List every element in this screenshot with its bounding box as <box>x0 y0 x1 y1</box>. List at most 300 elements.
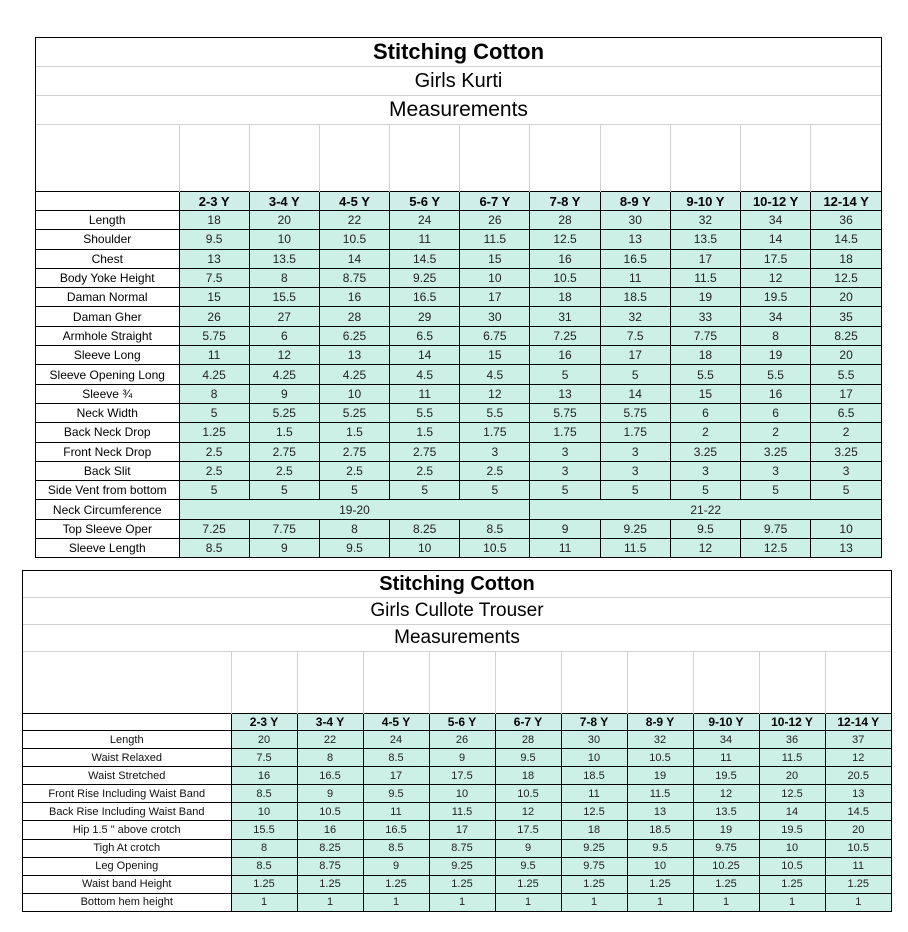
value-cell: 9.25 <box>561 839 627 857</box>
value-cell: 12 <box>693 785 759 803</box>
table-row <box>23 785 891 803</box>
value-cell: 7.5 <box>600 326 670 345</box>
row-label: Length <box>36 211 179 230</box>
value-cell: 18 <box>561 821 627 839</box>
value-cell: 2 <box>741 423 811 442</box>
value-cell: 9.25 <box>390 268 460 287</box>
value-cell: 12 <box>825 749 891 767</box>
table-row <box>23 803 891 821</box>
value-cell: 17 <box>429 821 495 839</box>
value-cell: 6 <box>741 403 811 422</box>
value-cell: 26 <box>460 211 530 230</box>
value-cell: 30 <box>600 211 670 230</box>
size-header: 7-8 Y <box>530 192 600 211</box>
table-row <box>23 821 891 839</box>
value-cell: 5 <box>600 481 670 500</box>
value-cell: 12.5 <box>811 268 881 287</box>
value-cell: 5 <box>600 365 670 384</box>
merged-value-cell: 19-20 <box>179 500 530 519</box>
row-label: Tigh At crotch <box>23 839 231 857</box>
value-cell: 5.75 <box>600 403 670 422</box>
value-cell: 10 <box>249 230 319 249</box>
value-cell: 17 <box>460 288 530 307</box>
chart-subtitle: Girls Cullote Trouser <box>23 598 891 625</box>
size-header: 5-6 Y <box>390 192 460 211</box>
value-cell: 10 <box>759 839 825 857</box>
value-cell: 32 <box>600 307 670 326</box>
value-cell: 3 <box>741 461 811 480</box>
value-cell: 2.5 <box>179 461 249 480</box>
value-cell: 9 <box>530 519 600 538</box>
chart-title: Stitching Cotton <box>36 38 881 67</box>
table-row <box>36 519 881 538</box>
value-cell: 1.75 <box>600 423 670 442</box>
value-cell: 15.5 <box>231 821 297 839</box>
value-cell: 13 <box>825 785 891 803</box>
table-row <box>36 403 881 422</box>
value-cell: 14 <box>390 346 460 365</box>
value-cell: 8 <box>231 839 297 857</box>
value-cell: 11.5 <box>460 230 530 249</box>
value-cell: 5 <box>319 481 389 500</box>
value-cell: 5 <box>530 481 600 500</box>
table-row <box>36 230 881 249</box>
value-cell: 17.5 <box>495 821 561 839</box>
size-header: 8-9 Y <box>600 192 670 211</box>
value-cell: 5.5 <box>741 365 811 384</box>
size-header: 3-4 Y <box>297 714 363 731</box>
value-cell: 10.5 <box>297 803 363 821</box>
value-cell: 8.5 <box>363 749 429 767</box>
value-cell: 13.5 <box>249 249 319 268</box>
value-cell: 12 <box>741 268 811 287</box>
row-label: Length <box>23 731 231 749</box>
value-cell: 9.5 <box>627 839 693 857</box>
value-cell: 3 <box>530 442 600 461</box>
value-cell: 11.5 <box>670 268 740 287</box>
value-cell: 6.5 <box>811 403 881 422</box>
value-cell: 10.5 <box>530 268 600 287</box>
value-cell: 17.5 <box>741 249 811 268</box>
row-label: Chest <box>36 249 179 268</box>
value-cell: 19 <box>693 821 759 839</box>
value-cell: 12 <box>670 539 740 558</box>
value-cell: 13 <box>600 230 670 249</box>
value-cell: 18.5 <box>600 288 670 307</box>
value-cell: 20 <box>231 731 297 749</box>
value-cell: 11.5 <box>600 539 670 558</box>
value-cell: 10 <box>460 268 530 287</box>
value-cell: 14 <box>759 803 825 821</box>
value-cell: 2 <box>670 423 740 442</box>
value-cell: 10.25 <box>693 857 759 875</box>
table-row <box>36 326 881 345</box>
row-label: Sleeve Opening Long <box>36 365 179 384</box>
value-cell: 34 <box>741 211 811 230</box>
size-header: 3-4 Y <box>249 192 319 211</box>
row-label: Side Vent from bottom <box>36 481 179 500</box>
value-cell: 16 <box>530 249 600 268</box>
value-cell: 9.5 <box>363 785 429 803</box>
value-cell: 15 <box>460 346 530 365</box>
value-cell: 1 <box>297 893 363 911</box>
value-cell: 5 <box>530 365 600 384</box>
value-cell: 11 <box>600 268 670 287</box>
value-cell: 1.25 <box>495 875 561 893</box>
value-cell: 19.5 <box>759 821 825 839</box>
value-cell: 8.75 <box>429 839 495 857</box>
value-cell: 19 <box>741 346 811 365</box>
value-cell: 1 <box>363 893 429 911</box>
value-cell: 5 <box>670 481 740 500</box>
row-label: Sleeve ¾ <box>36 384 179 403</box>
value-cell: 20 <box>825 821 891 839</box>
value-cell: 11 <box>179 346 249 365</box>
size-header: 4-5 Y <box>363 714 429 731</box>
value-cell: 5 <box>179 403 249 422</box>
value-cell: 2.75 <box>319 442 389 461</box>
size-header: 10-12 Y <box>741 192 811 211</box>
size-header: 4-5 Y <box>319 192 389 211</box>
table-row <box>36 288 881 307</box>
value-cell: 5 <box>460 481 530 500</box>
value-cell: 5 <box>811 481 881 500</box>
kurti-size-chart <box>35 37 882 558</box>
value-cell: 20 <box>249 211 319 230</box>
value-cell: 15 <box>460 249 530 268</box>
value-cell: 13 <box>319 346 389 365</box>
value-cell: 10.5 <box>627 749 693 767</box>
size-header: 6-7 Y <box>460 192 530 211</box>
row-label: Sleeve Long <box>36 346 179 365</box>
row-label: Sleeve Length <box>36 539 179 558</box>
measurement-table <box>23 652 891 911</box>
value-cell: 8.25 <box>390 519 460 538</box>
value-cell: 12 <box>460 384 530 403</box>
value-cell: 12 <box>249 346 319 365</box>
row-label: Top Sleeve Oper <box>36 519 179 538</box>
value-cell: 24 <box>390 211 460 230</box>
value-cell: 11 <box>561 785 627 803</box>
value-cell: 1 <box>825 893 891 911</box>
value-cell: 3.25 <box>811 442 881 461</box>
value-cell: 10 <box>429 785 495 803</box>
value-cell: 1.5 <box>390 423 460 442</box>
table-row <box>36 461 881 480</box>
value-cell: 9 <box>249 539 319 558</box>
size-header: 7-8 Y <box>561 714 627 731</box>
value-cell: 16.5 <box>600 249 670 268</box>
value-cell: 26 <box>179 307 249 326</box>
row-label: Back Neck Drop <box>36 423 179 442</box>
value-cell: 37 <box>825 731 891 749</box>
value-cell: 20 <box>811 346 881 365</box>
row-label: Shoulder <box>36 230 179 249</box>
row-label: Back Slit <box>36 461 179 480</box>
value-cell: 1.25 <box>693 875 759 893</box>
value-cell: 2.5 <box>179 442 249 461</box>
table-row <box>36 346 881 365</box>
value-cell: 12.5 <box>759 785 825 803</box>
value-cell: 9 <box>429 749 495 767</box>
value-cell: 2 <box>811 423 881 442</box>
value-cell: 1.25 <box>179 423 249 442</box>
table-row <box>23 857 891 875</box>
value-cell: 24 <box>363 731 429 749</box>
value-cell: 11 <box>825 857 891 875</box>
value-cell: 16.5 <box>363 821 429 839</box>
table-row <box>36 249 881 268</box>
value-cell: 10.5 <box>825 839 891 857</box>
value-cell: 7.75 <box>249 519 319 538</box>
value-cell: 2.5 <box>249 461 319 480</box>
value-cell: 19.5 <box>693 767 759 785</box>
value-cell: 11 <box>390 384 460 403</box>
value-cell: 2.5 <box>319 461 389 480</box>
value-cell: 5 <box>179 481 249 500</box>
value-cell: 1.75 <box>530 423 600 442</box>
row-label: Neck Circumference <box>36 500 179 519</box>
value-cell: 18 <box>811 249 881 268</box>
value-cell: 3.25 <box>670 442 740 461</box>
row-label: Front Neck Drop <box>36 442 179 461</box>
value-cell: 1 <box>495 893 561 911</box>
row-label: Back Rise Including Waist Band <box>23 803 231 821</box>
value-cell: 26 <box>429 731 495 749</box>
value-cell: 11.5 <box>759 749 825 767</box>
value-cell: 2.5 <box>460 461 530 480</box>
value-cell: 8 <box>297 749 363 767</box>
value-cell: 4.5 <box>460 365 530 384</box>
trouser-size-chart <box>22 570 892 912</box>
value-cell: 5.25 <box>249 403 319 422</box>
value-cell: 28 <box>319 307 389 326</box>
value-cell: 12.5 <box>741 539 811 558</box>
size-header: 12-14 Y <box>825 714 891 731</box>
table-row <box>23 893 891 911</box>
value-cell: 11 <box>693 749 759 767</box>
value-cell: 1.5 <box>319 423 389 442</box>
value-cell: 15.5 <box>249 288 319 307</box>
header-corner-cell <box>36 192 179 211</box>
row-label: Waist Relaxed <box>23 749 231 767</box>
value-cell: 8 <box>179 384 249 403</box>
value-cell: 9 <box>363 857 429 875</box>
value-cell: 12.5 <box>561 803 627 821</box>
value-cell: 8.5 <box>363 839 429 857</box>
value-cell: 11 <box>530 539 600 558</box>
size-header: 9-10 Y <box>693 714 759 731</box>
chart-heading: Measurements <box>23 625 891 652</box>
value-cell: 6 <box>670 403 740 422</box>
value-cell: 4.25 <box>179 365 249 384</box>
value-cell: 12 <box>495 803 561 821</box>
value-cell: 6.25 <box>319 326 389 345</box>
table-row <box>36 442 881 461</box>
value-cell: 1 <box>561 893 627 911</box>
merged-value-cell: 21-22 <box>530 500 881 519</box>
value-cell: 8.75 <box>297 857 363 875</box>
size-header: 10-12 Y <box>759 714 825 731</box>
value-cell: 9.75 <box>741 519 811 538</box>
size-header: 2-3 Y <box>231 714 297 731</box>
value-cell: 17 <box>811 384 881 403</box>
value-cell: 5.5 <box>390 403 460 422</box>
row-label: Waist Stretched <box>23 767 231 785</box>
value-cell: 36 <box>759 731 825 749</box>
value-cell: 16.5 <box>297 767 363 785</box>
value-cell: 8.25 <box>811 326 881 345</box>
value-cell: 28 <box>530 211 600 230</box>
value-cell: 8.5 <box>460 519 530 538</box>
value-cell: 4.25 <box>249 365 319 384</box>
size-header: 8-9 Y <box>627 714 693 731</box>
value-cell: 5 <box>741 481 811 500</box>
value-cell: 19 <box>670 288 740 307</box>
value-cell: 1.25 <box>759 875 825 893</box>
value-cell: 15 <box>179 288 249 307</box>
value-cell: 1.25 <box>363 875 429 893</box>
value-cell: 16 <box>231 767 297 785</box>
value-cell: 30 <box>460 307 530 326</box>
value-cell: 3.25 <box>741 442 811 461</box>
value-cell: 1 <box>429 893 495 911</box>
value-cell: 3 <box>670 461 740 480</box>
row-label: Body Yoke Height <box>36 268 179 287</box>
value-cell: 16 <box>319 288 389 307</box>
value-cell: 34 <box>741 307 811 326</box>
value-cell: 3 <box>460 442 530 461</box>
value-cell: 1.25 <box>627 875 693 893</box>
value-cell: 1 <box>627 893 693 911</box>
value-cell: 35 <box>811 307 881 326</box>
value-cell: 13 <box>811 539 881 558</box>
value-cell: 14 <box>319 249 389 268</box>
value-cell: 8.75 <box>319 268 389 287</box>
value-cell: 5 <box>390 481 460 500</box>
value-cell: 8 <box>741 326 811 345</box>
value-cell: 10.5 <box>495 785 561 803</box>
table-row <box>23 875 891 893</box>
value-cell: 1.25 <box>297 875 363 893</box>
row-label: Bottom hem height <box>23 893 231 911</box>
value-cell: 32 <box>627 731 693 749</box>
value-cell: 16 <box>530 346 600 365</box>
value-cell: 8.5 <box>231 857 297 875</box>
value-cell: 1.25 <box>429 875 495 893</box>
value-cell: 8.25 <box>297 839 363 857</box>
value-cell: 1 <box>231 893 297 911</box>
value-cell: 22 <box>297 731 363 749</box>
table-row <box>23 749 891 767</box>
value-cell: 10 <box>390 539 460 558</box>
value-cell: 7.5 <box>231 749 297 767</box>
value-cell: 3 <box>600 461 670 480</box>
value-cell: 16 <box>297 821 363 839</box>
value-cell: 1.5 <box>249 423 319 442</box>
value-cell: 9.25 <box>600 519 670 538</box>
value-cell: 7.5 <box>179 268 249 287</box>
value-cell: 1.25 <box>825 875 891 893</box>
value-cell: 15 <box>670 384 740 403</box>
value-cell: 16.5 <box>390 288 460 307</box>
table-row <box>36 268 881 287</box>
value-cell: 20 <box>759 767 825 785</box>
value-cell: 1.75 <box>460 423 530 442</box>
value-cell: 9.5 <box>179 230 249 249</box>
value-cell: 13 <box>179 249 249 268</box>
chart-title: Stitching Cotton <box>23 571 891 598</box>
value-cell: 18.5 <box>627 821 693 839</box>
value-cell: 7.25 <box>530 326 600 345</box>
value-cell: 13 <box>530 384 600 403</box>
value-cell: 11 <box>363 803 429 821</box>
value-cell: 10 <box>231 803 297 821</box>
size-header: 2-3 Y <box>179 192 249 211</box>
value-cell: 7.25 <box>179 519 249 538</box>
value-cell: 14.5 <box>825 803 891 821</box>
value-cell: 18.5 <box>561 767 627 785</box>
value-cell: 7.75 <box>670 326 740 345</box>
value-cell: 10 <box>811 519 881 538</box>
table-row <box>23 731 891 749</box>
value-cell: 5.75 <box>530 403 600 422</box>
value-cell: 5.75 <box>179 326 249 345</box>
table-row <box>36 539 881 558</box>
value-cell: 1.25 <box>231 875 297 893</box>
value-cell: 16 <box>741 384 811 403</box>
value-cell: 19.5 <box>741 288 811 307</box>
value-cell: 5.5 <box>811 365 881 384</box>
row-label: Daman Normal <box>36 288 179 307</box>
value-cell: 11 <box>390 230 460 249</box>
value-cell: 8.5 <box>179 539 249 558</box>
row-label: Waist band Height <box>23 875 231 893</box>
row-label: Daman Gher <box>36 307 179 326</box>
table-row <box>36 211 881 230</box>
value-cell: 31 <box>530 307 600 326</box>
row-label: Leg Opening <box>23 857 231 875</box>
row-label: Armhole Straight <box>36 326 179 345</box>
value-cell: 9.25 <box>429 857 495 875</box>
value-cell: 13.5 <box>693 803 759 821</box>
value-cell: 17 <box>600 346 670 365</box>
table-row <box>36 500 881 519</box>
table-row <box>23 839 891 857</box>
value-cell: 33 <box>670 307 740 326</box>
table-row <box>36 384 881 403</box>
chart-heading: Measurements <box>36 96 881 125</box>
row-label: Neck Width <box>36 403 179 422</box>
chart-subtitle: Girls Kurti <box>36 67 881 96</box>
value-cell: 10 <box>319 384 389 403</box>
value-cell: 13 <box>627 803 693 821</box>
size-header: 5-6 Y <box>429 714 495 731</box>
value-cell: 3 <box>600 442 670 461</box>
value-cell: 6.5 <box>390 326 460 345</box>
table-row <box>36 307 881 326</box>
value-cell: 9.5 <box>319 539 389 558</box>
value-cell: 9 <box>297 785 363 803</box>
value-cell: 12.5 <box>530 230 600 249</box>
value-cell: 1 <box>693 893 759 911</box>
size-header: 6-7 Y <box>495 714 561 731</box>
value-cell: 8.5 <box>231 785 297 803</box>
value-cell: 18 <box>495 767 561 785</box>
measurement-table <box>36 125 881 557</box>
value-cell: 17 <box>363 767 429 785</box>
value-cell: 9.5 <box>670 519 740 538</box>
